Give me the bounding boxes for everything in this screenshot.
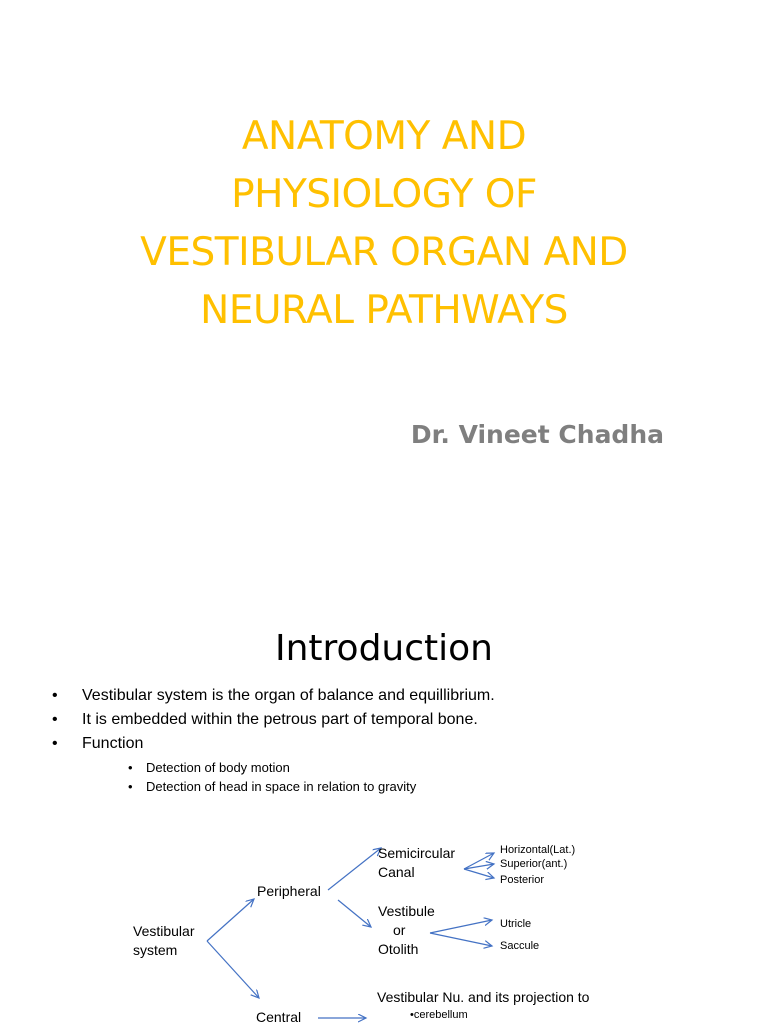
central-projection-label: Vestibular Nu. and its projection to xyxy=(377,989,590,1005)
arrow-to-central xyxy=(207,941,259,998)
arrow-to-utricle xyxy=(430,920,492,933)
root-label: Vestibular system xyxy=(133,923,195,958)
introduction-slide xyxy=(0,576,768,1024)
central-label: Central xyxy=(256,1009,302,1025)
title-line-4: NEURAL PATHWAYS xyxy=(200,288,568,333)
title-line-3: VESTIBULAR ORGAN AND xyxy=(140,230,628,275)
title-line-2: PHYSIOLOGY OF xyxy=(231,172,537,217)
bullet-item: • Function xyxy=(52,732,495,756)
bullet-item: • It is embedded within the petrous part of temporal bone. xyxy=(52,708,495,732)
vestibule-label: Vestibule or Otolith xyxy=(378,903,435,957)
author-name: Dr. Vineet Chadha xyxy=(410,420,664,449)
peripheral-label: Peripheral xyxy=(257,883,321,899)
utricle-label: Utricle xyxy=(500,918,532,930)
saccule-label: Saccule xyxy=(500,940,540,952)
title-line-1: ANATOMY AND xyxy=(241,114,527,159)
arrow-to-vestibule xyxy=(338,900,371,927)
arrow-to-peripheral xyxy=(207,899,254,941)
superior-canal: Superior(ant.) xyxy=(500,858,568,870)
central-target: •cerebellum xyxy=(410,1009,468,1021)
semicircular-label: Semicircular Canal xyxy=(378,845,456,880)
slide-heading: Introduction xyxy=(274,628,493,669)
horizontal-canal: Horizontal(Lat.) xyxy=(500,844,576,856)
arrow-to-semicircular xyxy=(328,848,381,890)
arrow-to-saccule xyxy=(430,933,492,946)
sub-bullet-item: • Detection of head in space in relation to gravity xyxy=(128,777,416,796)
sub-bullet-item: • Detection of body motion xyxy=(128,758,416,777)
bullet-item: • Vestibular system is the organ of balance and equillibrium. xyxy=(52,684,495,708)
arrow-to-posterior xyxy=(464,869,494,878)
posterior-canal: Posterior xyxy=(500,874,545,886)
slide-title xyxy=(60,108,708,340)
